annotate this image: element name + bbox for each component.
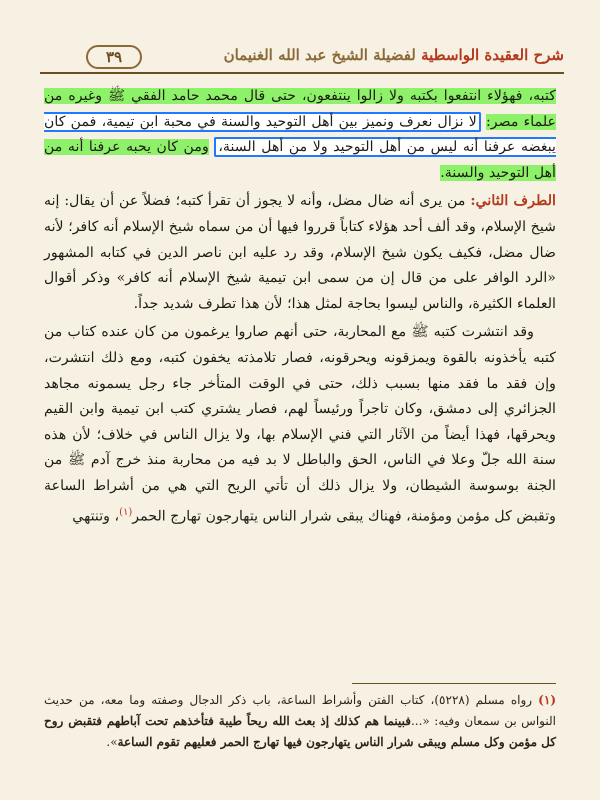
author-title: لفضيلة الشيخ عبد الله الغنيمان — [223, 46, 416, 64]
book-title: شرح العقيدة الواسطية — [421, 46, 564, 64]
page-number: ٣٩ — [86, 45, 142, 69]
footnote-reference[interactable]: (١) — [119, 506, 133, 518]
footnote-text-1: رواه مسلم (٥٢٢٨)، كتاب الفتن وأشراط الساعة، باب ذكر الدجال وصفته وما معه، من حديث النواس بن سمعان وفيه: «... — [44, 693, 556, 728]
footnote — [44, 690, 556, 753]
footnote-hadith-bold: فبينما هم كذلك إذ بعث الله ريحاً طيبة فتأخذهم تحت آباطهم فتقبض روح كل مؤمن وكل مسلم ويبقى شرار الناس يتهارجون فيها تهارج الحمر فعليهم تقوم الساعة — [44, 714, 556, 749]
footnote-text-2: ». — [106, 735, 118, 749]
footnote-number: (١) — [538, 693, 556, 707]
header-divider — [40, 72, 564, 74]
paragraph-2-text: من يرى أنه ضال مضل، وأنه لا يجوز أن تقرأ كتبه؛ فضلاً عن أن يقال: إنه شيخ الإسلام، وقد ألف أحد هؤلاء كتاباً قرروا فيها أن من سماه شيخ الإسلام أنه كافر؛ لأنه ضال مضل، فكيف يكون شيخ الإسلام، وقد رد عليه ابن ناصر الدين في كتابه المشهور «الرد الوافر على من قال إن من سمى ابن تيمية شيخ الإسلام أنه كافر» وذكر أقوال العلماء الكثيرة، والناس ليسوا بحاجة لمثل هذا؛ لأن هذا تطرف شديد جداً. — [44, 193, 556, 312]
paragraph-1 — [44, 84, 556, 186]
paragraph-3 — [44, 320, 556, 529]
highlight-green-1[interactable]: كتبه، فهؤلاء انتفعوا بكتبه ولا زالوا ينتفعون، حتى قال محمد حامد الفقي ﷺ وغيره من علماء مصر: — [44, 88, 556, 130]
section-term: الطرف الثاني: — [470, 193, 556, 210]
paragraph-3-text: وقد انتشرت كتبه ﷺ مع المحاربة، حتى أنهم صاروا يرغمون من كان عنده كتاب من كتبه يأخذونه بالقوة ويمزقونه ويحرقونه، فصار تلامذته يخفون كتبه، ومع ذلك انتشرت، وإن فقد ما فقد منها بسبب ذلك، حتى في الوقت المتأخر جاء رجل يسمونه مجاهد الجزائري إلى دمشق، وكان تاجراً ورئيساً لهم، فصار يشتري كتب ابن تيمية وابن القيم ويحرقها، فهذا أيضاً من الآثار التي فني الإسلام بها، ولا يزال الناس في خلاف؛ لأن هذه سنة الله جلّ وعلا في الناس، الحق والباطل لا بد فيه من محاربة منذ خرج آدم ﷺ من الجنة بوسوسة الشيطان، ولا يزال ذلك أن تأتي الريح التي هي من أشراط الساعة وتقبض كل مؤمن ومؤمنة، فهناك يبقى شرار الناس يتهارجون تهارج الحمر — [44, 324, 556, 525]
highlight-green-2[interactable]: ومن كان يحبه عرفنا أنه من أهل التوحيد والسنة. — [44, 139, 556, 181]
paragraph-3-tail: ، وتنتهي — [72, 508, 120, 525]
page-body — [44, 84, 556, 530]
page-header — [40, 42, 564, 74]
running-title — [224, 46, 564, 64]
paragraph-2 — [44, 189, 556, 317]
footnote-divider — [352, 683, 556, 684]
highlight-boxed-quote: لا نزال نعرف ونميز بين أهل التوحيد والسنة في محبة ابن تيمية، فمن كان يبغضه عرفنا أنه ليس من أهل التوحيد ولا من أهل السنة، — [44, 113, 556, 156]
